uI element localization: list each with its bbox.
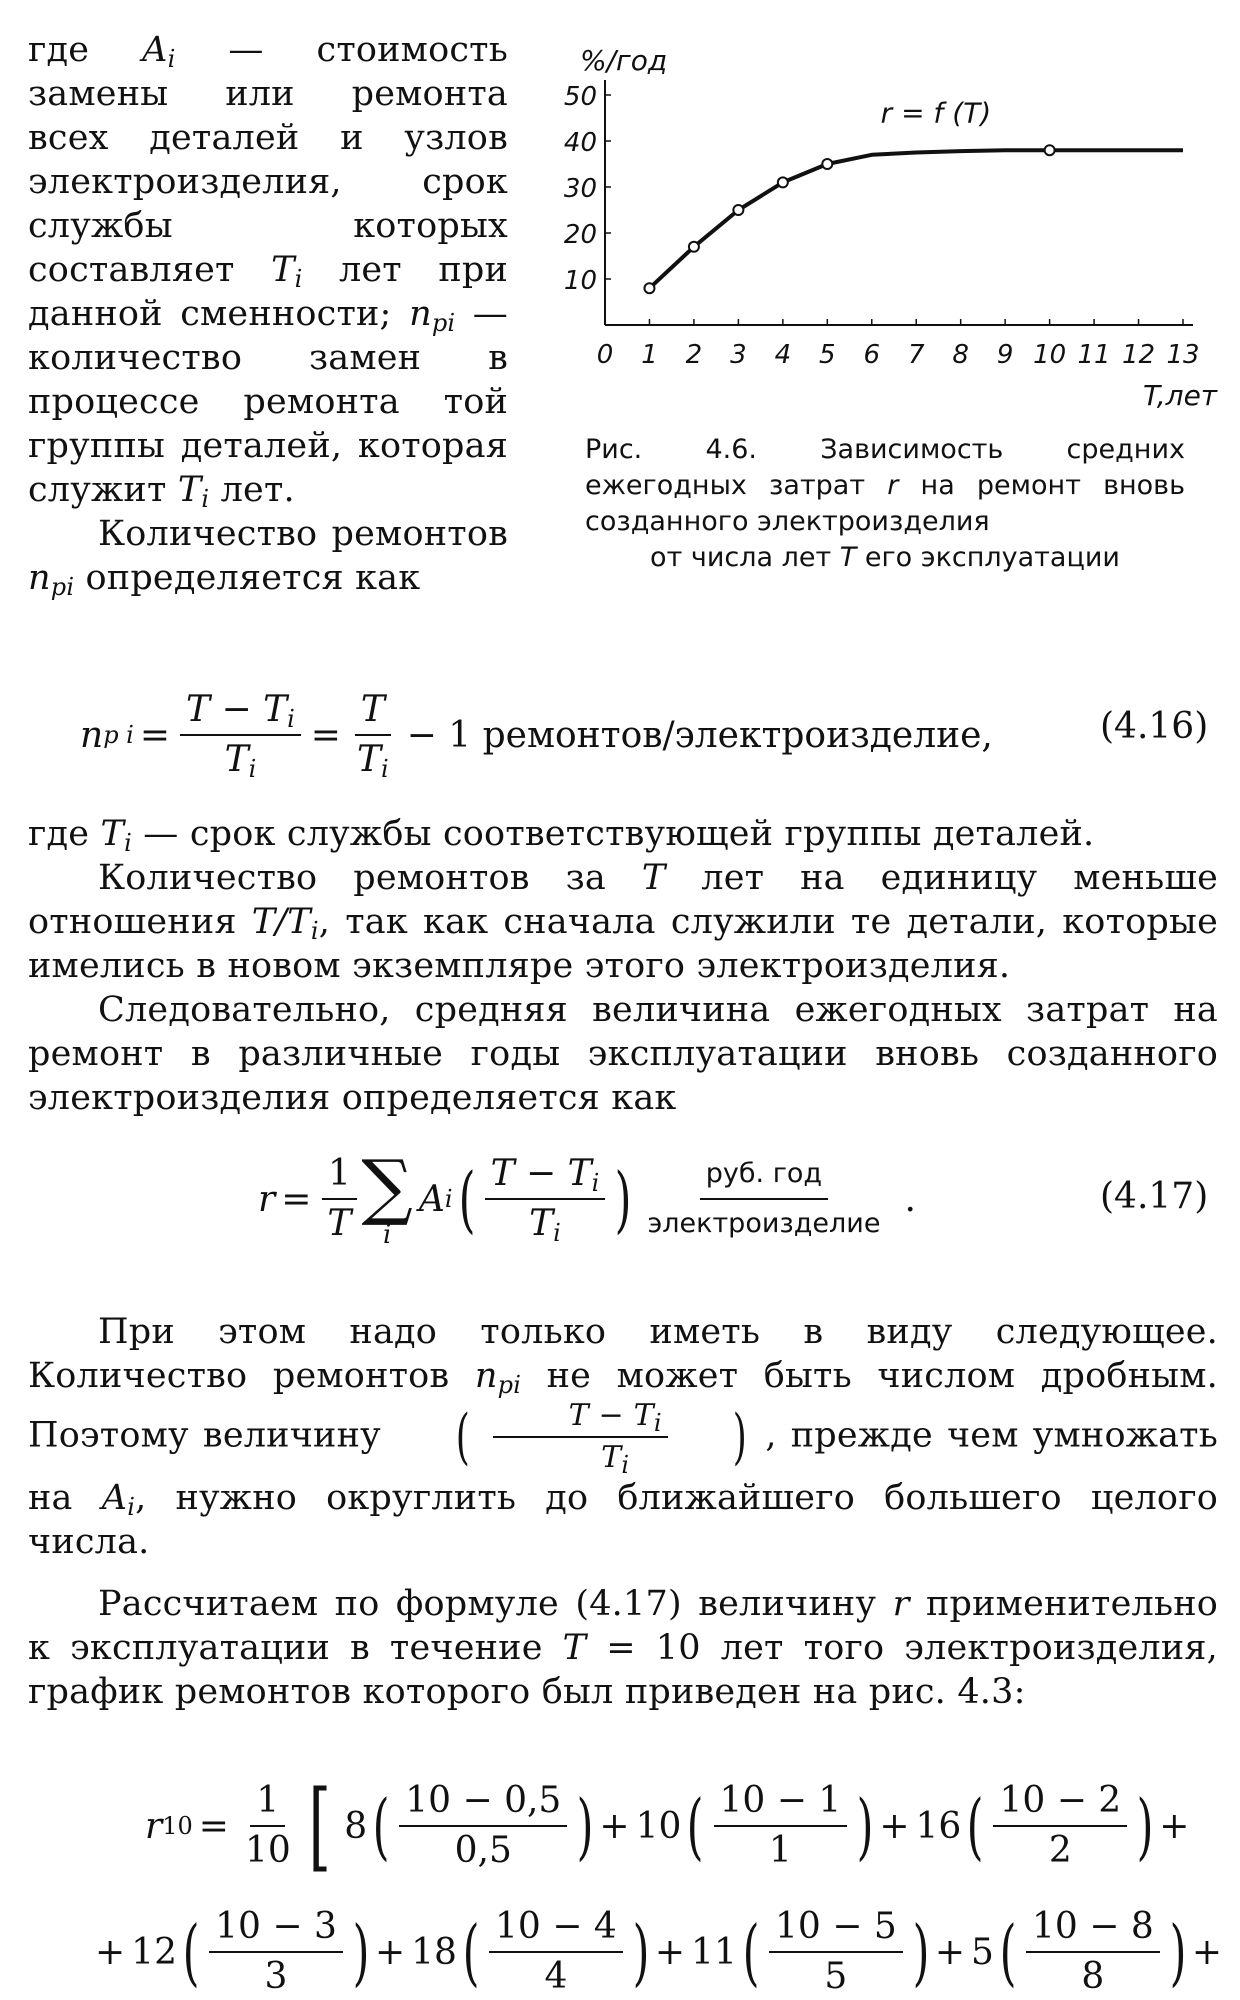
body-text-1 (28, 812, 1218, 1120)
data-point (822, 159, 832, 169)
paragraph-service-life: где $T_i$ — срок службы соответствующей группы деталей. (28, 814, 1095, 857)
body-text-2 (28, 1310, 1218, 1714)
summation-sign: ∑ i (361, 1144, 413, 1250)
paragraph-consequently: Следовательно, средняя величина ежегодных затрат на ремонт в различные годы эксплуатации вновь созданного электроизделия определяется как (28, 990, 1218, 1118)
equation-number-4-17: (4.17) (1100, 1176, 1209, 1217)
x-tick-label: 13 (1166, 340, 1200, 370)
x-tick-label: 3 (730, 340, 747, 370)
x-tick-label: 0 (596, 340, 614, 370)
y-axis-label: %/год (580, 44, 668, 77)
data-point (689, 242, 699, 252)
x-tick-label: 1 (641, 340, 658, 370)
y-tick-label: 30 (563, 174, 597, 204)
x-tick-label: 8 (952, 340, 969, 370)
y-tick-label: 50 (563, 82, 597, 112)
x-axis-label: T,лет (1143, 379, 1218, 412)
paragraph-repairs-explanation: Количество ремонтов за T лет на единицу меньше отношения $T/T_i$, так как сначала служили те детали, которые имелись в новом экземпляре этого электроизделия. (28, 858, 1218, 986)
left-column-text (28, 28, 508, 600)
equation-4-17: r = $\frac{1}{T}$ ∑ i A i ( $\frac{T - T_i}{T_i}$ ) $\frac{\text{руб. год}}{\text{электроизделие}}$ . (258, 1144, 916, 1250)
r10-term: 10 ( $\frac{10 - 1}{1}$ ) + (635, 1780, 910, 1871)
equation-number-4-16: (4.16) (1100, 706, 1209, 747)
equation-r10-line2: + 12 ( $\frac{10 - 3}{3}$ ) + 18 ( $\frac{10 - 4}{4}$ ) + 11 ( $\frac{10 - 5}{5}$ ) + 5 ( $\frac{10 - 8}{8}$ ) + (95, 1906, 1223, 1997)
x-tick-label: 2 (685, 340, 703, 370)
x-tick-label: 7 (907, 340, 925, 370)
equation-r10-line1: r 10 = $\frac{1}{10}$ [ 8 ( $\frac{10 - 0,5}{0,5}$ ) + 10 ( $\frac{10 - 1}{1}$ ) + 16 ( $\frac{10 - 2}{2}$ ) + (145, 1770, 1190, 1882)
y-tick-label: 20 (563, 220, 597, 250)
x-tick-label: 9 (996, 340, 1014, 370)
figure-caption: Рис. 4.6. Зависимость средних ежегодных затрат r на ремонт вновь созданного электроизделия от числа лет T его эксплуатации (585, 434, 1186, 573)
y-tick-label: 40 (563, 128, 597, 158)
y-tick-label: 10 (563, 266, 597, 296)
r10-term: 18 ( $\frac{10 - 4}{4}$ ) + (411, 1906, 686, 1997)
x-tick-label: 11 (1077, 340, 1111, 370)
x-tick-label: 5 (819, 340, 836, 370)
data-point (778, 177, 788, 187)
x-tick-label: 6 (863, 340, 881, 370)
paragraph-calculate: Рассчитаем по формуле (4.17) величину r применительно к эксплуатации в течение T = 10 лет того электроизделия, график ремонтов которого был приведен на рис. 4.3: (28, 1584, 1219, 1712)
x-tick-label: 12 (1121, 340, 1156, 370)
r10-term: 5 ( $\frac{10 - 8}{8}$ ) + (970, 1906, 1223, 1997)
x-tick-label: 10 (1033, 340, 1067, 370)
r10-term: 16 ( $\frac{10 - 2}{2}$ ) + (915, 1780, 1190, 1871)
series-line (650, 150, 1184, 288)
r10-term: 11 ( $\frac{10 - 5}{5}$ ) + (691, 1906, 965, 1997)
r10-term: 12 ( $\frac{10 - 3}{3}$ ) + (131, 1906, 406, 1997)
r10-term: 8 ( $\frac{10 - 0,5}{0,5}$ ) + (344, 1780, 630, 1871)
equation-4-16: n p i = $\frac{T - T_i}{T_i}$ = $\frac{T}{T_i}$ − 1 ремонтов/электроизделие, (80, 689, 993, 783)
data-point (1045, 145, 1055, 155)
paragraph-definitions: где $A_i$ — стоимость замены или ремонта всех деталей и узлов электроизделия, срок службы которых составляет $T_i$ лет при данной сменности; $n_{pi}$ — количество замен в процессе ремонта той группы деталей, которая служит $T_i$ лет. (28, 30, 508, 513)
data-point (733, 205, 743, 215)
paragraph-repairs-count: Количество ремонтов $n_{pi}$ определяется как (28, 514, 508, 601)
curve-label: r = f (T) (880, 96, 992, 130)
data-point (644, 283, 654, 293)
paragraph-rounding: При этом надо только иметь в виду следующее. Количество ремонтов $n_{pi}$ не может быть числом дробным. Поэтому величину ( $\frac{T - T_i}{T_i}$ ) , прежде чем умножать на $A_i$, нужно округлить до ближайшего большего целого числа. (28, 1312, 1218, 1562)
x-tick-label: 4 (774, 340, 792, 370)
